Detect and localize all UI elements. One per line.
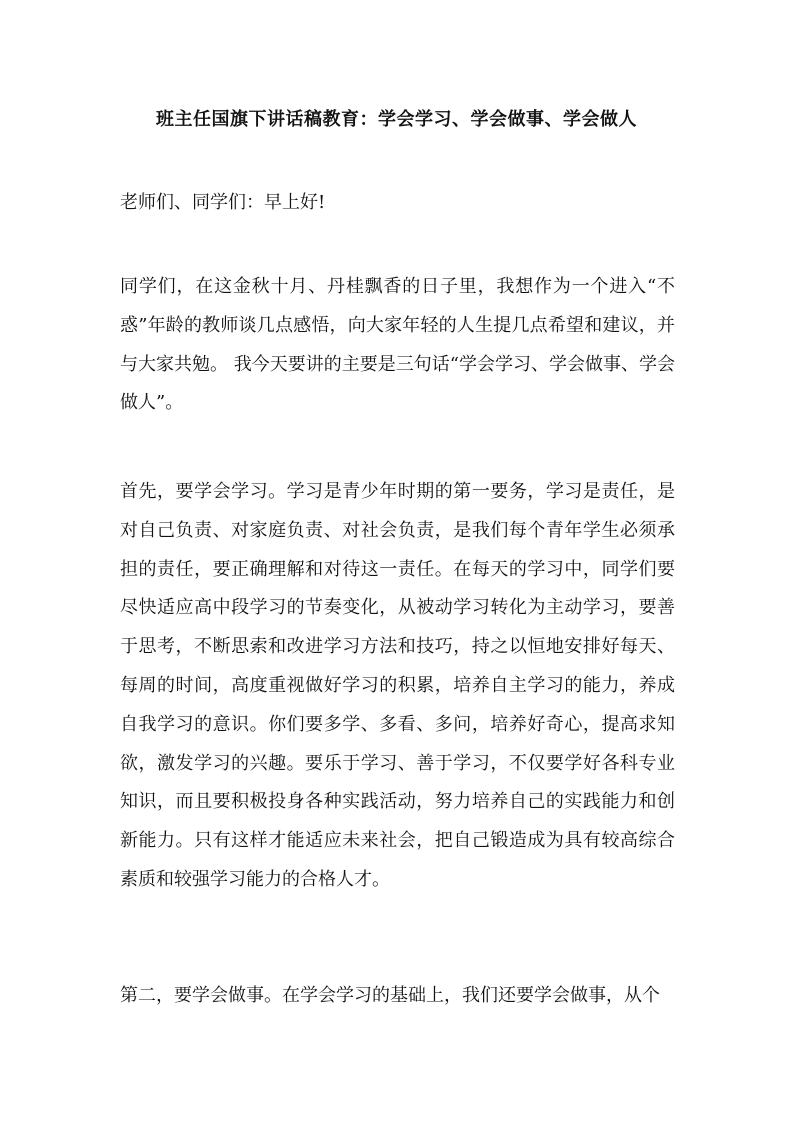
paragraph-learning: 首先，要学会学习。学习是青少年时期的第一要务，学习是责任，是对自己负责、对家庭负责、对社会负责，是我们每个青年学生必须承担的责任，要正确理解和对待这一责任。在每天的学习中，同学们要尽快适应高中段学习的节奏变化，从被动学习转化为主动学习，要善于思考，不断思索和改进学习方法和技巧，持之以恒地安排好每天、每周的时间，高度重视做好学习的积累，培养自主学习的能力，养成自我学习的意识。你们要多学、多看、多问，培养好奇心，提高求知欲，激发学习的兴趣。要乐于学习、善于学习，不仅要学好各科专业知识，而且要积极投身各种实践活动，努力培养自己的实践能力和创新能力。只有这样才能适应未来社会，把自己锻造成为具有较高综合素质和较强学习能力的合格人才。 xyxy=(120,481,675,890)
document-title: 班主任国旗下讲话稿教育：学会学习、学会做事、学会做人 xyxy=(156,109,637,130)
paragraph-intro: 同学们，在这金秋十月、丹桂飘香的日子里，我想作为一个进入“不惑”年龄的教师谈几点感悟，向大家年轻的人生提几点希望和建议，并与大家共勉。 我今天要讲的主要是三句话“学会学习、学会做事、学会做人”。 xyxy=(120,276,675,414)
greeting-line: 老师们、同学们：早上好! xyxy=(120,192,326,213)
paragraph-doing: 第二，要学会做事。在学会学习的基础上，我们还要学会做事，从个 xyxy=(120,985,660,1006)
